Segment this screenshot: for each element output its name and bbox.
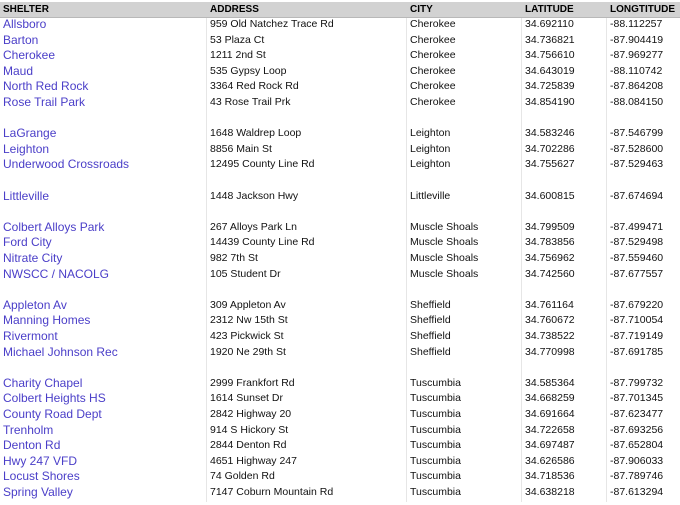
latitude-cell: 34.783856: [525, 236, 575, 249]
city-cell: Tuscumbia: [410, 376, 461, 389]
address-cell: 14439 County Line Rd: [210, 236, 315, 249]
latitude-cell: 34.697487: [525, 439, 575, 452]
table-row: [0, 189, 680, 205]
longitude-cell: -87.691785: [610, 345, 664, 358]
table-row: [0, 79, 680, 95]
table-row: [0, 423, 680, 439]
longitude-cell: -87.613294: [610, 486, 664, 498]
latitude-cell: 34.691664: [525, 408, 575, 420]
longitude-cell: -87.719149: [610, 330, 664, 342]
table-row: [0, 220, 680, 236]
city-cell: Tuscumbia: [410, 392, 461, 405]
address-cell: 12495 County Line Rd: [210, 158, 315, 171]
latitude-cell: 34.742560: [525, 267, 575, 280]
shelter-name-link[interactable]: Colbert Heights HS: [3, 391, 106, 406]
latitude-cell: 34.760672: [525, 314, 575, 327]
address-cell: 1614 Sunset Dr: [210, 392, 283, 405]
table-row: [0, 485, 680, 501]
city-cell: Cherokee: [410, 33, 456, 46]
longitude-cell: -87.674694: [610, 189, 664, 202]
table-row: [0, 298, 680, 314]
shelter-table: [0, 2, 680, 502]
shelter-name-link[interactable]: Rivermont: [3, 329, 58, 343]
latitude-cell: 34.761164: [525, 298, 574, 311]
table-row: [0, 267, 680, 283]
column-header-address: ADDRESS: [210, 4, 259, 15]
longitude-cell: -87.499471: [610, 220, 664, 233]
address-cell: 43 Rose Trail Prk: [210, 96, 291, 108]
city-cell: Sheffield: [410, 298, 451, 311]
latitude-cell: 34.638218: [525, 486, 575, 498]
shelter-name-link[interactable]: County Road Dept: [3, 407, 102, 421]
table-row: [0, 126, 680, 142]
shelter-name-link[interactable]: NWSCC / NACOLG: [3, 266, 110, 281]
longitude-cell: -87.701345: [610, 392, 664, 405]
address-cell: 4651 Highway 247: [210, 454, 297, 467]
shelter-name-link[interactable]: Nitrate City: [3, 251, 63, 265]
city-cell: Tuscumbia: [410, 439, 461, 452]
city-cell: Sheffield: [410, 314, 451, 327]
shelter-name-link[interactable]: Manning Homes: [3, 313, 91, 328]
city-cell: Cherokee: [410, 49, 456, 62]
longitude-cell: -87.652804: [610, 439, 664, 452]
latitude-cell: 34.736821: [525, 33, 575, 46]
longitude-cell: -87.906033: [610, 454, 664, 467]
address-cell: 2999 Frankfort Rd: [210, 376, 295, 389]
table-row: [0, 157, 680, 173]
longitude-cell: -87.546799: [610, 127, 664, 140]
shelter-name-link[interactable]: Cherokee: [3, 48, 56, 63]
city-cell: Muscle Shoals: [410, 220, 479, 233]
shelter-name-link[interactable]: Underwood Crossroads: [3, 157, 130, 172]
address-cell: 535 Gypsy Loop: [210, 64, 287, 77]
longitude-cell: -87.864208: [610, 80, 664, 93]
address-cell: 7147 Coburn Mountain Rd: [210, 486, 334, 498]
longitude-cell: -87.529498: [610, 236, 664, 249]
longitude-cell: -87.623477: [610, 408, 664, 420]
latitude-cell: 34.770998: [525, 345, 575, 358]
table-row: [0, 235, 680, 251]
city-cell: Tuscumbia: [410, 486, 461, 498]
city-cell: Muscle Shoals: [410, 267, 479, 280]
longitude-cell: -88.110742: [610, 64, 663, 77]
address-cell: 1448 Jackson Hwy: [210, 189, 299, 202]
latitude-cell: 34.600815: [525, 189, 575, 202]
city-cell: Muscle Shoals: [410, 252, 479, 264]
city-cell: Muscle Shoals: [410, 236, 479, 249]
longitude-cell: -87.559460: [610, 252, 664, 264]
address-cell: 267 Alloys Park Ln: [210, 220, 297, 233]
city-cell: Tuscumbia: [410, 408, 461, 420]
latitude-cell: 34.722658: [525, 423, 575, 436]
city-cell: Cherokee: [410, 96, 456, 108]
city-cell: Leighton: [410, 158, 451, 171]
city-cell: Cherokee: [410, 80, 456, 93]
shelter-name-link[interactable]: Leighton: [3, 141, 50, 156]
city-cell: Tuscumbia: [410, 470, 461, 483]
latitude-cell: 34.718536: [525, 470, 575, 483]
latitude-cell: 34.583246: [525, 127, 575, 140]
address-cell: 105 Student Dr: [210, 267, 281, 280]
city-cell: Cherokee: [410, 64, 456, 77]
address-cell: 1211 2nd St: [210, 49, 266, 62]
table-row: [0, 313, 680, 329]
shelter-name-link[interactable]: Michael Johnson Rec: [3, 344, 118, 359]
table-row: [0, 48, 680, 64]
address-cell: 2844 Denton Rd: [210, 439, 287, 452]
address-cell: 74 Golden Rd: [210, 470, 275, 483]
shelter-name-link[interactable]: Spring Valley: [3, 485, 73, 499]
city-cell: Littleville: [410, 189, 451, 202]
longitude-cell: -87.904419: [610, 33, 664, 46]
table-row: [0, 17, 680, 33]
column-header-latitude: LATITUDE: [525, 4, 574, 15]
latitude-cell: 34.725839: [525, 80, 575, 93]
address-cell: 53 Plaza Ct: [210, 33, 265, 46]
address-cell: 1648 Waldrep Loop: [210, 127, 302, 140]
shelter-name-link[interactable]: Hwy 247 VFD: [3, 453, 78, 468]
table-header: [0, 2, 680, 18]
city-cell: Sheffield: [410, 330, 451, 342]
longitude-cell: -87.677557: [610, 267, 664, 280]
city-cell: Tuscumbia: [410, 423, 461, 436]
address-cell: 982 7th St: [210, 252, 258, 264]
shelter-name-link[interactable]: Allsboro: [3, 17, 47, 31]
city-cell: Leighton: [410, 142, 451, 155]
address-cell: 309 Appleton Av: [210, 298, 286, 311]
table-row: [0, 329, 680, 345]
longitude-cell: -87.710054: [610, 314, 664, 327]
table-row: [0, 391, 680, 407]
longitude-cell: -87.969277: [610, 49, 664, 62]
address-cell: 959 Old Natchez Trace Rd: [210, 18, 334, 30]
longitude-cell: -87.789746: [610, 470, 664, 483]
shelter-name-link[interactable]: Barton: [3, 32, 39, 47]
latitude-cell: 34.668259: [525, 392, 575, 405]
latitude-cell: 34.702286: [525, 142, 575, 155]
table-row: [0, 407, 680, 423]
shelter-name-link[interactable]: Littleville: [3, 188, 50, 203]
table-row: [0, 251, 680, 267]
shelter-name-link[interactable]: Charity Chapel: [3, 375, 83, 390]
longitude-cell: -87.679220: [610, 298, 664, 311]
longitude-cell: -87.528600: [610, 142, 664, 155]
latitude-cell: 34.643019: [525, 64, 575, 77]
longitude-cell: -88.084150: [610, 96, 664, 108]
shelter-name-link[interactable]: LaGrange: [3, 126, 57, 141]
address-cell: 2842 Highway 20: [210, 408, 292, 420]
column-header-longitude: LONGTITUDE: [610, 4, 675, 15]
latitude-cell: 34.585364: [525, 376, 575, 389]
city-cell: Cherokee: [410, 18, 456, 30]
table-row: [0, 454, 680, 470]
latitude-cell: 34.755627: [525, 158, 575, 171]
city-cell: Tuscumbia: [410, 454, 461, 467]
shelter-name-link[interactable]: North Red Rock: [3, 79, 89, 94]
latitude-cell: 34.756610: [525, 49, 575, 62]
shelter-name-link[interactable]: Maud: [3, 63, 34, 78]
address-cell: 8856 Main St: [210, 142, 272, 155]
shelter-name-link[interactable]: Appleton Av: [3, 297, 67, 312]
latitude-cell: 34.692110: [525, 18, 574, 30]
table-row: [0, 469, 680, 485]
shelter-name-link[interactable]: Rose Trail Park: [3, 95, 86, 109]
shelter-name-link[interactable]: Colbert Alloys Park: [3, 219, 105, 234]
latitude-cell: 34.738522: [525, 330, 575, 342]
column-header-city: CITY: [410, 4, 433, 15]
longitude-cell: -87.693256: [610, 423, 664, 436]
address-cell: 3364 Red Rock Rd: [210, 80, 299, 93]
city-cell: Sheffield: [410, 345, 451, 358]
shelter-name-link[interactable]: Locust Shores: [3, 469, 80, 484]
column-header-shelter: SHELTER: [3, 4, 49, 15]
longitude-cell: -87.799732: [610, 376, 664, 389]
shelter-name-link[interactable]: Trenholm: [3, 422, 54, 437]
table-row: [0, 345, 680, 361]
shelter-name-link[interactable]: Denton Rd: [3, 438, 61, 453]
shelter-name-link[interactable]: Ford City: [3, 235, 52, 250]
longitude-cell: -87.529463: [610, 158, 664, 171]
latitude-cell: 34.626586: [525, 454, 575, 467]
table-row: [0, 438, 680, 454]
table-row: [0, 95, 680, 111]
address-cell: 423 Pickwick St: [210, 330, 284, 342]
table-row: [0, 376, 680, 392]
latitude-cell: 34.854190: [525, 96, 575, 108]
address-cell: 2312 Nw 15th St: [210, 314, 288, 327]
address-cell: 914 S Hickory St: [210, 423, 289, 436]
table-row: [0, 33, 680, 49]
city-cell: Leighton: [410, 127, 451, 140]
table-row: [0, 64, 680, 80]
address-cell: 1920 Ne 29th St: [210, 345, 286, 358]
longitude-cell: -88.112257: [610, 18, 663, 30]
table-row: [0, 142, 680, 158]
latitude-cell: 34.756962: [525, 252, 575, 264]
latitude-cell: 34.799509: [525, 220, 575, 233]
